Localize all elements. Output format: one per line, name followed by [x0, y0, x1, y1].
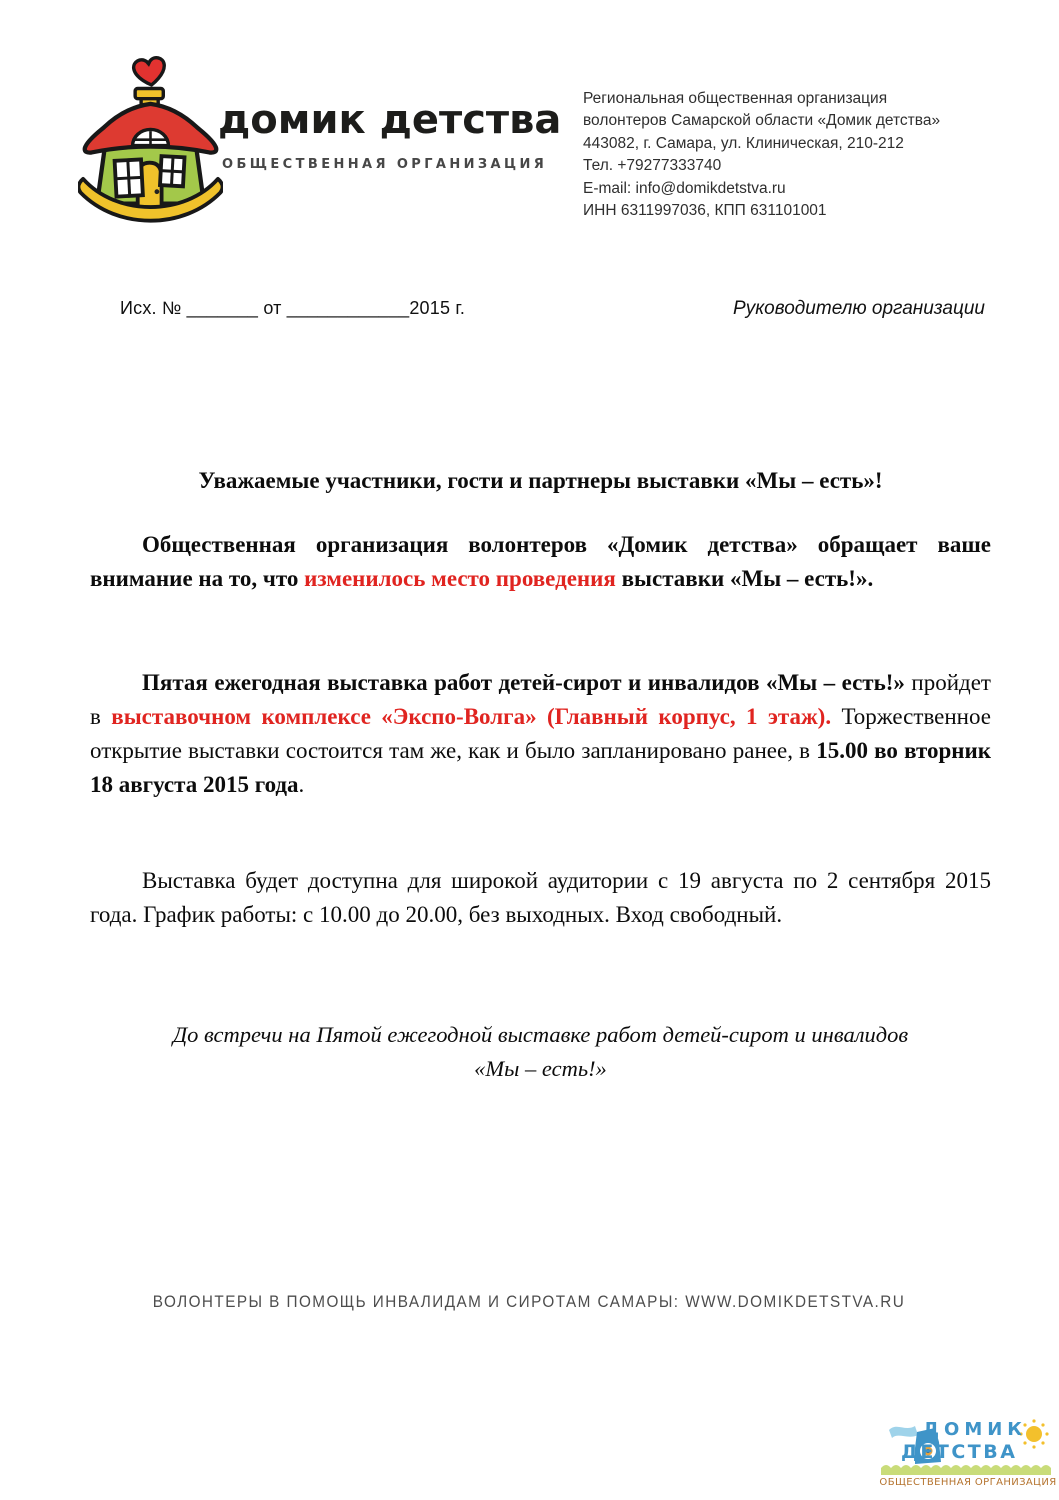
paragraph-schedule	[90, 864, 991, 932]
text-segment: Общественная организация волонтеров «Домик детства» обращает ваше внимание на то, что	[90, 532, 991, 591]
outgoing-number-line: Исх. № _______ от ____________2015 г.	[120, 298, 466, 318]
text-segment: пройдет в	[90, 670, 991, 729]
info-line: волонтеров Самарской области «Домик детства»	[583, 112, 941, 130]
logo-title: домик детства	[218, 97, 562, 143]
info-line: E-mail: info@domikdetstva.ru	[583, 179, 786, 197]
logo-wordmark	[218, 96, 561, 172]
info-line: ИНН 6311997036, КПП 631101001	[583, 202, 827, 220]
footer-logo	[879, 1418, 1057, 1498]
addressee-line: Руководителю организации	[733, 298, 985, 319]
house-logo-icon	[78, 56, 223, 231]
footer-logo-word-2: ДЕТСТВА	[901, 1441, 1018, 1463]
closing-line-2: «Мы – есть!»	[474, 1056, 607, 1081]
text-segment: 15.00 во вторник 18 августа 2015 года	[90, 738, 992, 797]
closing-line-1: До встречи на Пятой ежегодной выставке работ детей-сирот и инвалидов	[172, 1022, 909, 1047]
text-segment: Выставка будет доступна для широкой аудитории с 19 августа по 2 сентября 2015 года. График работы: с 10.00 до 20.00, без выходных. Вход свободный.	[90, 868, 991, 927]
info-line: Региональная общественная организация	[583, 90, 888, 107]
footer-tagline	[0, 1292, 1059, 1312]
info-line: Тел. +79277333740	[583, 157, 722, 175]
footer-logo-word-1: ДОМИК	[923, 1419, 1028, 1440]
flag-icon	[889, 1426, 918, 1438]
grass-icon	[881, 1465, 1051, 1475]
organization-contact-info	[583, 88, 940, 222]
paragraph-exhibition-details	[90, 666, 991, 802]
closing-line	[90, 1018, 991, 1086]
reference-row	[120, 298, 985, 320]
paragraph-venue-change	[90, 528, 991, 596]
footer-tagline-text: ВОЛОНТЕРЫ В ПОМОЩЬ ИНВАЛИДАМ И СИРОТАМ САМАРЫ: WWW.DOMIKDETSTVA.RU	[153, 1292, 906, 1311]
text-segment: выставочном комплексе «Экспо-Волга» (Главный корпус, 1 этаж).	[111, 704, 832, 729]
text-segment: выставки «Мы – есть!».	[615, 566, 874, 591]
footer-logo-subtitle: ОБЩЕСТВЕННАЯ ОРГАНИЗАЦИЯ	[879, 1477, 1057, 1488]
text-segment: .	[298, 772, 305, 797]
text-segment: Пятая ежегодная выставка работ детей-сирот и инвалидов «Мы – есть!»	[142, 670, 912, 695]
text-segment: Торжественное открытие выставки состоится там же, как и было запланировано ранее, в	[90, 704, 991, 763]
logo-subtitle: ОБЩЕСТВЕННАЯ ОРГАНИЗАЦИЯ	[222, 157, 548, 172]
organization-logo	[78, 56, 223, 236]
letter-heading: Уважаемые участники, гости и партнеры выставки «Мы – есть»!	[198, 468, 883, 493]
info-line: 443082, г. Самара, ул. Клиническая, 210-212	[583, 134, 904, 152]
text-segment: изменилось место проведения	[304, 566, 616, 591]
